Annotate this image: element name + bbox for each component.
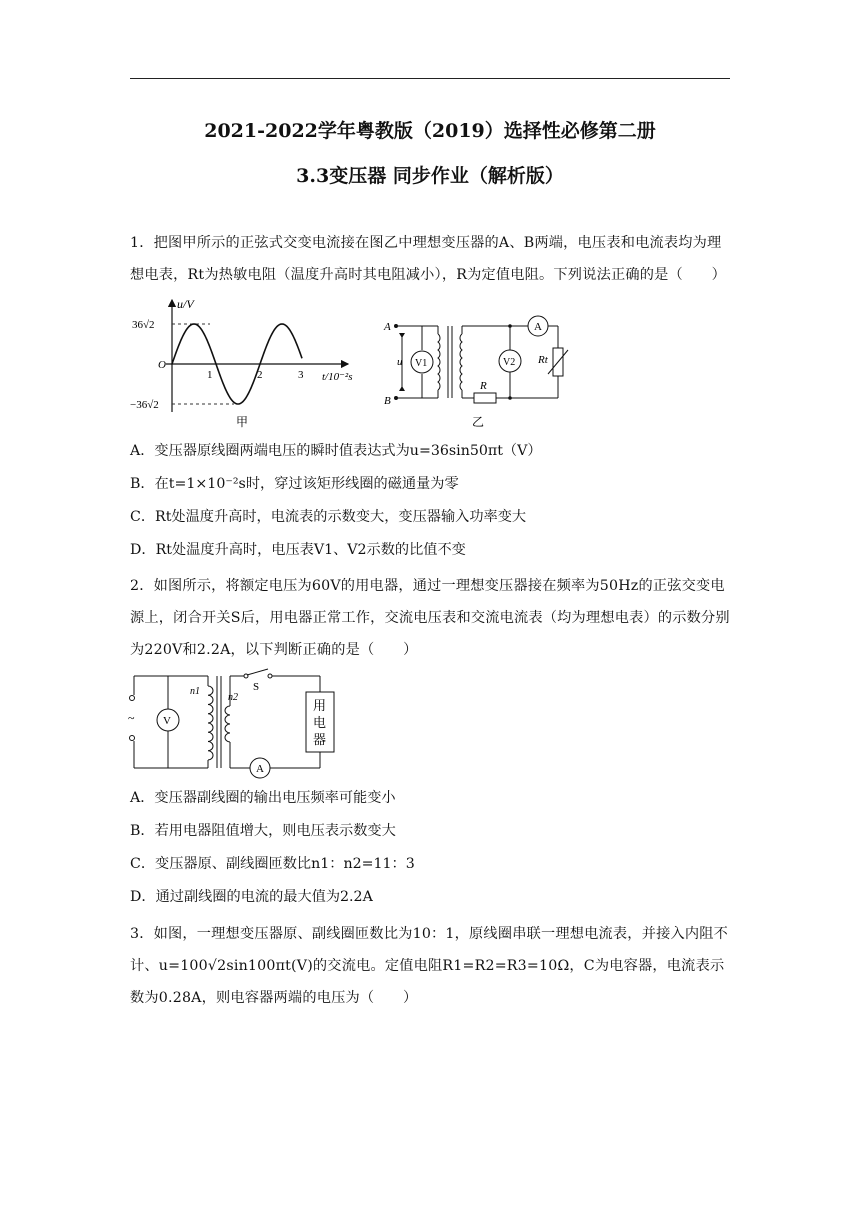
q1-stem: 1．把图甲所示的正弦式交变电流接在图乙中理想变压器的A、B两端，电压表和电流表均为理想电表，Rt为热敏电阻（温度升高时其电阻减小），R为定值电阻。下列说法正确的是（ ） (130, 235, 727, 283)
q2-option-a[interactable]: A．变压器副线圈的输出电压频率可能变小 (130, 790, 396, 806)
y-min-label: −36√2 (130, 399, 159, 411)
load-char-2: 电 (313, 715, 327, 730)
y-max-label: 36√2 (132, 319, 155, 331)
x-tick-1: 1 (207, 369, 213, 381)
n1-label: n1 (190, 686, 200, 697)
ac-source-symbol: ~ (128, 711, 135, 725)
origin-label: O (158, 359, 166, 371)
q1-option-d[interactable]: D．Rt处温度升高时，电压表V1、V2示数的比值不变 (130, 542, 466, 558)
voltage-u-label: u (397, 356, 403, 368)
ammeter-a: A (534, 321, 542, 333)
figure-caption-yi: 乙 (472, 415, 485, 429)
load-char-1: 用 (313, 698, 327, 713)
resistor-r-label: R (480, 380, 487, 392)
q2-option-d[interactable]: D．通过副线圈的电流的最大值为2.2A (130, 889, 373, 905)
q2-option-b[interactable]: B．若用电器阻值增大，则电压表示数变大 (130, 823, 396, 839)
x-tick-2: 2 (257, 369, 263, 381)
q1-figure-jia (130, 294, 370, 434)
q1-option-b[interactable]: B．在t=1×10⁻²s时，穿过该矩形线圈的磁通量为零 (130, 476, 459, 492)
voltmeter-v: V (163, 715, 171, 727)
voltmeter-v2: V2 (503, 357, 516, 368)
header-rule (130, 78, 730, 79)
q1-option-c[interactable]: C．Rt处温度升高时，电流表的示数变大，变压器输入功率变大 (130, 509, 527, 525)
n2-label: n2 (228, 692, 238, 703)
y-axis-label: u/V (177, 297, 194, 311)
q1-figure-yi (382, 308, 582, 432)
q3-stem: 3．如图，一理想变压器原、副线圈匝数比为10：1，原线圈串联一理想电流表，并接入内阻不计、u=100√2sin100πt(V)的交流电。定值电阻R1=R2=R3=10Ω，C为电容器，电流表示数为0.28A，则电容器两端的电压为（ ） (130, 926, 729, 1006)
voltmeter-v1: V1 (415, 358, 428, 369)
figure-caption-jia: 甲 (236, 415, 249, 429)
ammeter-a2: A (256, 763, 264, 775)
doc-subtitle: 3.3变压器 同步作业（解析版） (296, 165, 564, 187)
doc-title: 2021-2022学年粤教版（2019）选择性必修第二册 (204, 120, 656, 142)
terminal-b-label: B (384, 395, 391, 407)
q2-option-c[interactable]: C．变压器原、副线圈匝数比n1：n2=11：3 (130, 856, 415, 872)
x-tick-3: 3 (298, 369, 304, 381)
q1-option-a[interactable]: A．变压器原线圈两端电压的瞬时值表达式为u=36sin50πt（V） (130, 443, 542, 459)
q2-figure (128, 668, 348, 780)
q2-stem: 2．如图所示，将额定电压为60V的用电器，通过一理想变压器接在频率为50Hz的正弦交变电源上，闭合开关S后，用电器正常工作，交流电压表和交流电流表（均为理想电表）的示数分别为220V和2.2A，以下判断正确的是（ ） (130, 578, 730, 658)
switch-s-label: S (253, 681, 260, 693)
terminal-a-label: A (384, 321, 391, 333)
x-axis-label: t/10⁻²s (322, 371, 353, 383)
thermistor-rt-label: Rt (538, 354, 548, 366)
load-char-3: 器 (313, 732, 327, 747)
